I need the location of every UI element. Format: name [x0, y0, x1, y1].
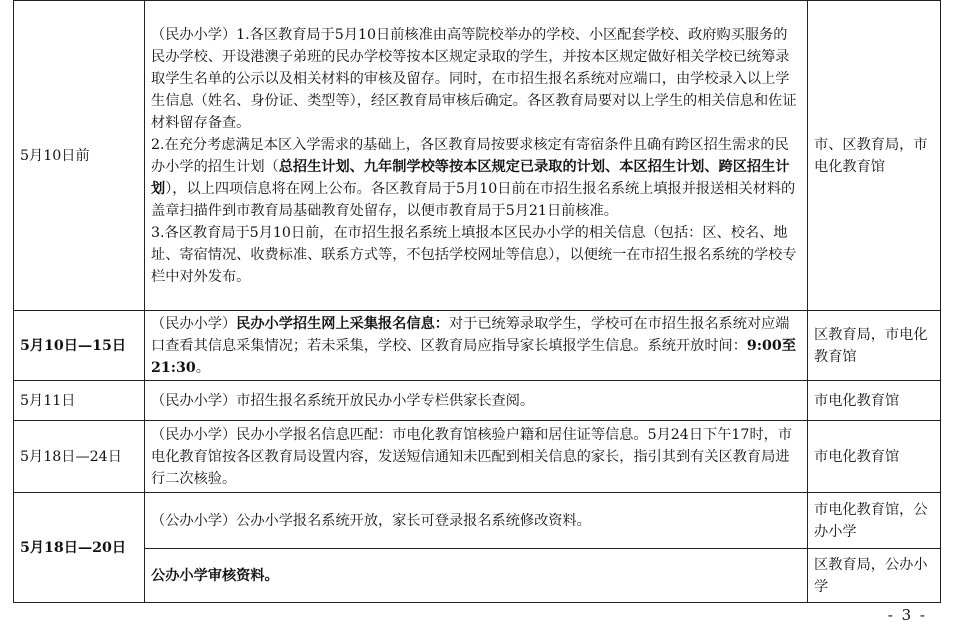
- date-cell: 5月10日前: [14, 1, 145, 311]
- text-run: 3.各区教育局于5月10日前，在市招生报名系统上填报本区民办小学的相关信息（包括：区、校名、地址、寄宿情况、收费标准、联系方式等，不包括学校网址等信息），以便统一在市招生报名系统的学校专栏中对外发布。: [151, 224, 797, 285]
- bold-text-run: 公办小学审核资料。: [151, 567, 279, 584]
- content-paragraph: [151, 222, 801, 288]
- content-paragraph: [151, 390, 801, 412]
- table-row: [14, 549, 941, 603]
- content-paragraph: [151, 24, 801, 134]
- content-cell: [145, 421, 808, 493]
- date-cell: 5月18日—24日: [14, 421, 145, 493]
- bold-text-run: 总招生计划、九年制学校等按本区规定已录取的计划、本区招生计划、跨区招生计划: [151, 158, 790, 197]
- content-paragraph: [151, 510, 801, 532]
- text-run: （民办小学）: [151, 315, 237, 332]
- text-run: 。: [195, 359, 210, 376]
- text-run: （民办小学）市招生报名系统开放民办小学专栏供家长查阅。: [151, 392, 535, 409]
- text-run: （公办小学）公办小学报名系统开放，家长可登录报名系统修改资料。: [151, 512, 591, 529]
- table-row: [14, 381, 941, 421]
- bold-text-run: 民办小学招生网上采集报名信息：: [236, 315, 449, 332]
- page-number: - 3 -: [887, 606, 927, 624]
- date-cell: 5月18日—20日: [14, 493, 145, 603]
- department-cell: 市电化教育馆，公办小学: [808, 493, 941, 549]
- text-run: （民办小学）1.各区教育局于5月10日前核准由高等院校举办的学校、小区配套学校、政府购买服务的民办学校、开设港澳子弟班的民办学校等按本区规定录取的学生，并按本区规定做好相关学校已统筹录取学生名单的公示以及相关材料的审核及留存。同时，在市招生报名系统对应端口，由学校录入以上学生信息（姓名、身份证、类型等），经区教育局审核后确定。各区教育局要对以上学生的相关信息和佐证材料留存备查。: [151, 26, 797, 131]
- department-cell: 区教育局，公办小学: [808, 549, 941, 603]
- table-row: [14, 493, 941, 549]
- content-paragraph: [151, 424, 801, 490]
- content-cell: [145, 493, 808, 549]
- table-row: [14, 311, 941, 381]
- text-run: ），以上四项信息将在网上公布。各区教育局于5月10日前在市招生报名系统上填报并报送相关材料的盖章扫描件到市教育局基础教育处留存，以便市教育局于5月21日前核准。: [151, 180, 796, 219]
- department-cell: 市电化教育馆: [808, 421, 941, 493]
- text-run: （民办小学）民办小学报名信息匹配：市电化教育馆核验户籍和居住证等信息。5月24日下午17时，市电化教育馆按各区教育局设置内容，发送短信通知未匹配到相关信息的家长，指引其到有关区教育局进行二次核验。: [151, 426, 793, 487]
- content-cell: [145, 1, 808, 311]
- schedule-sheet: [13, 0, 940, 603]
- enrollment-schedule-table: [13, 0, 941, 603]
- content-paragraph: [151, 565, 801, 587]
- department-cell: 市、区教育局，市电化教育馆: [808, 1, 941, 311]
- content-cell: [145, 549, 808, 603]
- content-cell: [145, 381, 808, 421]
- text-run: 2.在充分考虑满足本区入学需求的基础上，各区教育局按要求核定有寄宿条件且确有跨区招生需求的民办小学的招生计划（: [151, 136, 789, 175]
- text-run: 对于已统筹录取学生，学校可在市招生报名系统对应端口查看其信息采集情况；若未采集，学校、区教育局应指导家长填报学生信息。系统开放时间：: [151, 315, 790, 354]
- date-cell: 5月11日: [14, 381, 145, 421]
- content-paragraph: [151, 134, 801, 222]
- table-row: [14, 421, 941, 493]
- department-cell: 市电化教育馆: [808, 381, 941, 421]
- bold-text-run: 9:00至21:30: [151, 337, 796, 376]
- date-cell: 5月10日—15日: [14, 311, 145, 381]
- content-paragraph: [151, 313, 801, 379]
- department-cell: 区教育局，市电化教育馆: [808, 311, 941, 381]
- table-row: [14, 1, 941, 311]
- content-cell: [145, 311, 808, 381]
